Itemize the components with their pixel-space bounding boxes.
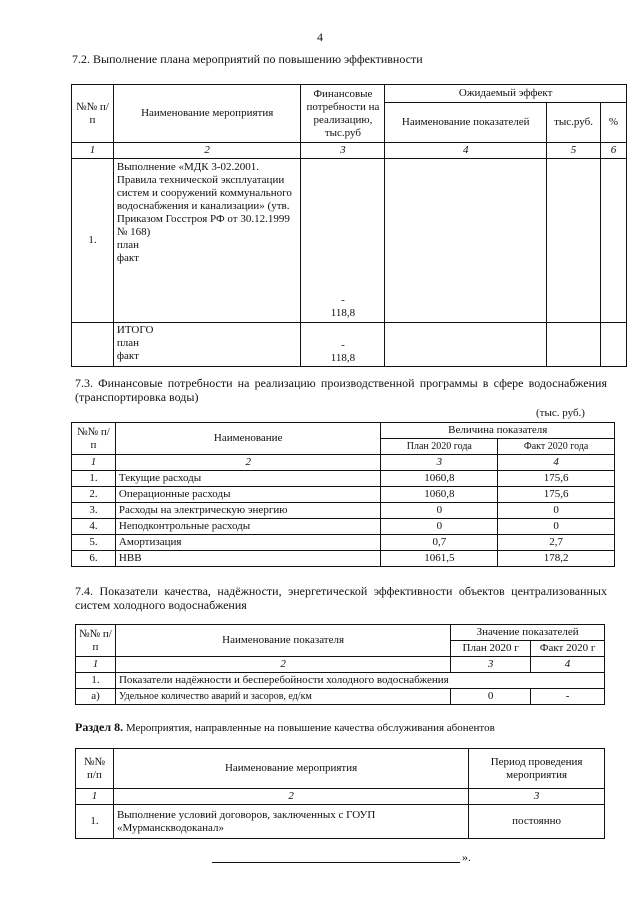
column-numbers-row bbox=[72, 455, 615, 471]
measure-description bbox=[113, 159, 301, 323]
row-num: 1. bbox=[72, 471, 116, 487]
row-plan: 1060,8 bbox=[381, 471, 498, 487]
row-num: 6. bbox=[72, 551, 116, 567]
header-indicators: Наименование показателей bbox=[385, 103, 547, 143]
colnum: 3 bbox=[451, 657, 531, 673]
header-name: Наименование bbox=[115, 423, 381, 455]
table-row bbox=[72, 503, 615, 519]
column-numbers-row bbox=[76, 789, 605, 805]
row-fact: - bbox=[531, 689, 605, 705]
header-financing: Финансовые потребности на реализацию, тыс.руб bbox=[301, 85, 385, 143]
table-row bbox=[72, 535, 615, 551]
colnum: 3 bbox=[381, 455, 498, 471]
colnum: 2 bbox=[113, 789, 468, 805]
measure-text: Выполнение «МДК 3-02.2001. Правила технической эксплуатации систем и сооружений коммунального водоснабжения и канализации» (утв. Приказом Госстроя РФ от 30.12.1999 № 168) bbox=[116, 161, 292, 238]
colnum: 1 bbox=[72, 455, 116, 471]
total-values bbox=[301, 323, 385, 367]
row-num: 1. bbox=[76, 673, 116, 689]
section-8-text: Мероприятия, направленные на повышение качества обслуживания абонентов bbox=[123, 722, 495, 734]
row-name: Операционные расходы bbox=[115, 487, 381, 503]
row-num: 3. bbox=[72, 503, 116, 519]
table-7-3 bbox=[71, 422, 615, 567]
row-plan: 0 bbox=[381, 503, 498, 519]
table-row bbox=[72, 519, 615, 535]
header-name: Наименование показателя bbox=[115, 625, 450, 657]
column-numbers-row bbox=[72, 143, 627, 159]
section-7-2-title: 7.2. Выполнение плана мероприятий по повышению эффективности bbox=[72, 52, 423, 66]
header-percent: % bbox=[600, 103, 626, 143]
row-num: 1. bbox=[76, 805, 114, 839]
row-num: 4. bbox=[72, 519, 116, 535]
colnum: 1 bbox=[76, 789, 114, 805]
header-num: №№ п/п bbox=[76, 749, 114, 789]
financing-values bbox=[301, 159, 385, 323]
group-row bbox=[76, 673, 605, 689]
fact-value: 118,8 bbox=[330, 352, 356, 364]
empty-cell bbox=[385, 323, 547, 367]
section-8-title bbox=[75, 720, 495, 735]
row-plan: 1060,8 bbox=[381, 487, 498, 503]
row-fact: 0 bbox=[498, 503, 615, 519]
table-row bbox=[76, 805, 605, 839]
table-row bbox=[76, 689, 605, 705]
table-7-4 bbox=[75, 624, 605, 705]
plan-label: план bbox=[116, 239, 140, 251]
header-num: №№ п/п bbox=[76, 625, 116, 657]
row-fact: 175,6 bbox=[498, 487, 615, 503]
header-fact: Факт 2020 года bbox=[498, 439, 615, 455]
header-period: Период проведения мероприятия bbox=[469, 749, 605, 789]
table-row bbox=[72, 487, 615, 503]
row-fact: 0 bbox=[498, 519, 615, 535]
colnum: 2 bbox=[115, 657, 450, 673]
fact-value: 118,8 bbox=[330, 307, 356, 319]
group-name: Показатели надёжности и бесперебойности холодного водоснабжения bbox=[115, 673, 604, 689]
colnum: 3 bbox=[301, 143, 385, 159]
empty-cell bbox=[385, 159, 547, 323]
plan-label: план bbox=[116, 337, 140, 349]
colnum: 4 bbox=[385, 143, 547, 159]
page-number: 4 bbox=[317, 30, 323, 44]
header-num: №№ п/п bbox=[72, 85, 114, 143]
fact-label: факт bbox=[116, 350, 139, 362]
header-num: №№ п/п bbox=[72, 423, 116, 455]
table-row bbox=[72, 159, 627, 323]
section-7-4-title: 7.4. Показатели качества, надёжности, энергетической эффективности объектов централизованных систем холодного водоснабжения bbox=[75, 584, 607, 612]
plan-value: - bbox=[341, 294, 345, 306]
colnum: 5 bbox=[547, 143, 601, 159]
plan-value: - bbox=[341, 339, 345, 351]
empty-cell bbox=[547, 323, 601, 367]
column-numbers-row bbox=[76, 657, 605, 673]
row-plan: 0 bbox=[451, 689, 531, 705]
row-num: 2. bbox=[72, 487, 116, 503]
fact-label: факт bbox=[116, 252, 139, 264]
row-name: Выполнение условий договоров, заключенных с ГОУП «Мурманскводоканал» bbox=[113, 805, 468, 839]
row-fact: 178,2 bbox=[498, 551, 615, 567]
table-row bbox=[72, 551, 615, 567]
empty-cell bbox=[72, 323, 114, 367]
header-name: Наименование мероприятия bbox=[113, 749, 468, 789]
row-plan: 0,7 bbox=[381, 535, 498, 551]
section-7-3-title: 7.3. Финансовые потребности на реализацию производственной программы в сфере водоснабжения (транспортировка воды) bbox=[75, 376, 607, 404]
colnum: 2 bbox=[113, 143, 301, 159]
header-thousand-rub: тыс.руб. bbox=[547, 103, 601, 143]
empty-cell bbox=[547, 159, 601, 323]
header-plan: План 2020 г bbox=[451, 641, 531, 657]
row-plan: 0 bbox=[381, 519, 498, 535]
row-name: НВВ bbox=[115, 551, 381, 567]
header-value: Величина показателя bbox=[381, 423, 615, 439]
colnum: 2 bbox=[115, 455, 381, 471]
row-num: а) bbox=[76, 689, 116, 705]
table-7-2 bbox=[71, 84, 627, 367]
row-period: постоянно bbox=[469, 805, 605, 839]
header-plan: План 2020 года bbox=[381, 439, 498, 455]
header-fact: Факт 2020 г bbox=[531, 641, 605, 657]
unit-label: (тыс. руб.) bbox=[536, 407, 585, 419]
total-labels bbox=[113, 323, 301, 367]
header-value: Значение показателей bbox=[451, 625, 605, 641]
total-label: ИТОГО bbox=[116, 324, 154, 336]
row-name: Амортизация bbox=[115, 535, 381, 551]
colnum: 4 bbox=[498, 455, 615, 471]
header-name: Наименование мероприятия bbox=[113, 85, 301, 143]
colnum: 6 bbox=[600, 143, 626, 159]
row-num: 1. bbox=[72, 159, 114, 323]
header-expected-effect: Ожидаемый эффект bbox=[385, 85, 627, 103]
row-num: 5. bbox=[72, 535, 116, 551]
colnum: 1 bbox=[72, 143, 114, 159]
table-row bbox=[72, 471, 615, 487]
row-fact: 175,6 bbox=[498, 471, 615, 487]
empty-cell bbox=[600, 323, 626, 367]
colnum: 3 bbox=[469, 789, 605, 805]
table-8 bbox=[75, 748, 605, 839]
empty-cell bbox=[600, 159, 626, 323]
row-name: Текущие расходы bbox=[115, 471, 381, 487]
total-row bbox=[72, 323, 627, 367]
section-8-label: Раздел 8. bbox=[75, 720, 124, 734]
row-fact: 2,7 bbox=[498, 535, 615, 551]
row-plan: 1061,5 bbox=[381, 551, 498, 567]
row-name: Неподконтрольные расходы bbox=[115, 519, 381, 535]
colnum: 4 bbox=[531, 657, 605, 673]
signature-line bbox=[212, 862, 460, 863]
colnum: 1 bbox=[76, 657, 116, 673]
closing-quote: ». bbox=[462, 850, 471, 864]
row-name: Удельное количество аварий и засоров, ед/км bbox=[115, 689, 450, 705]
row-name: Расходы на электрическую энергию bbox=[115, 503, 381, 519]
